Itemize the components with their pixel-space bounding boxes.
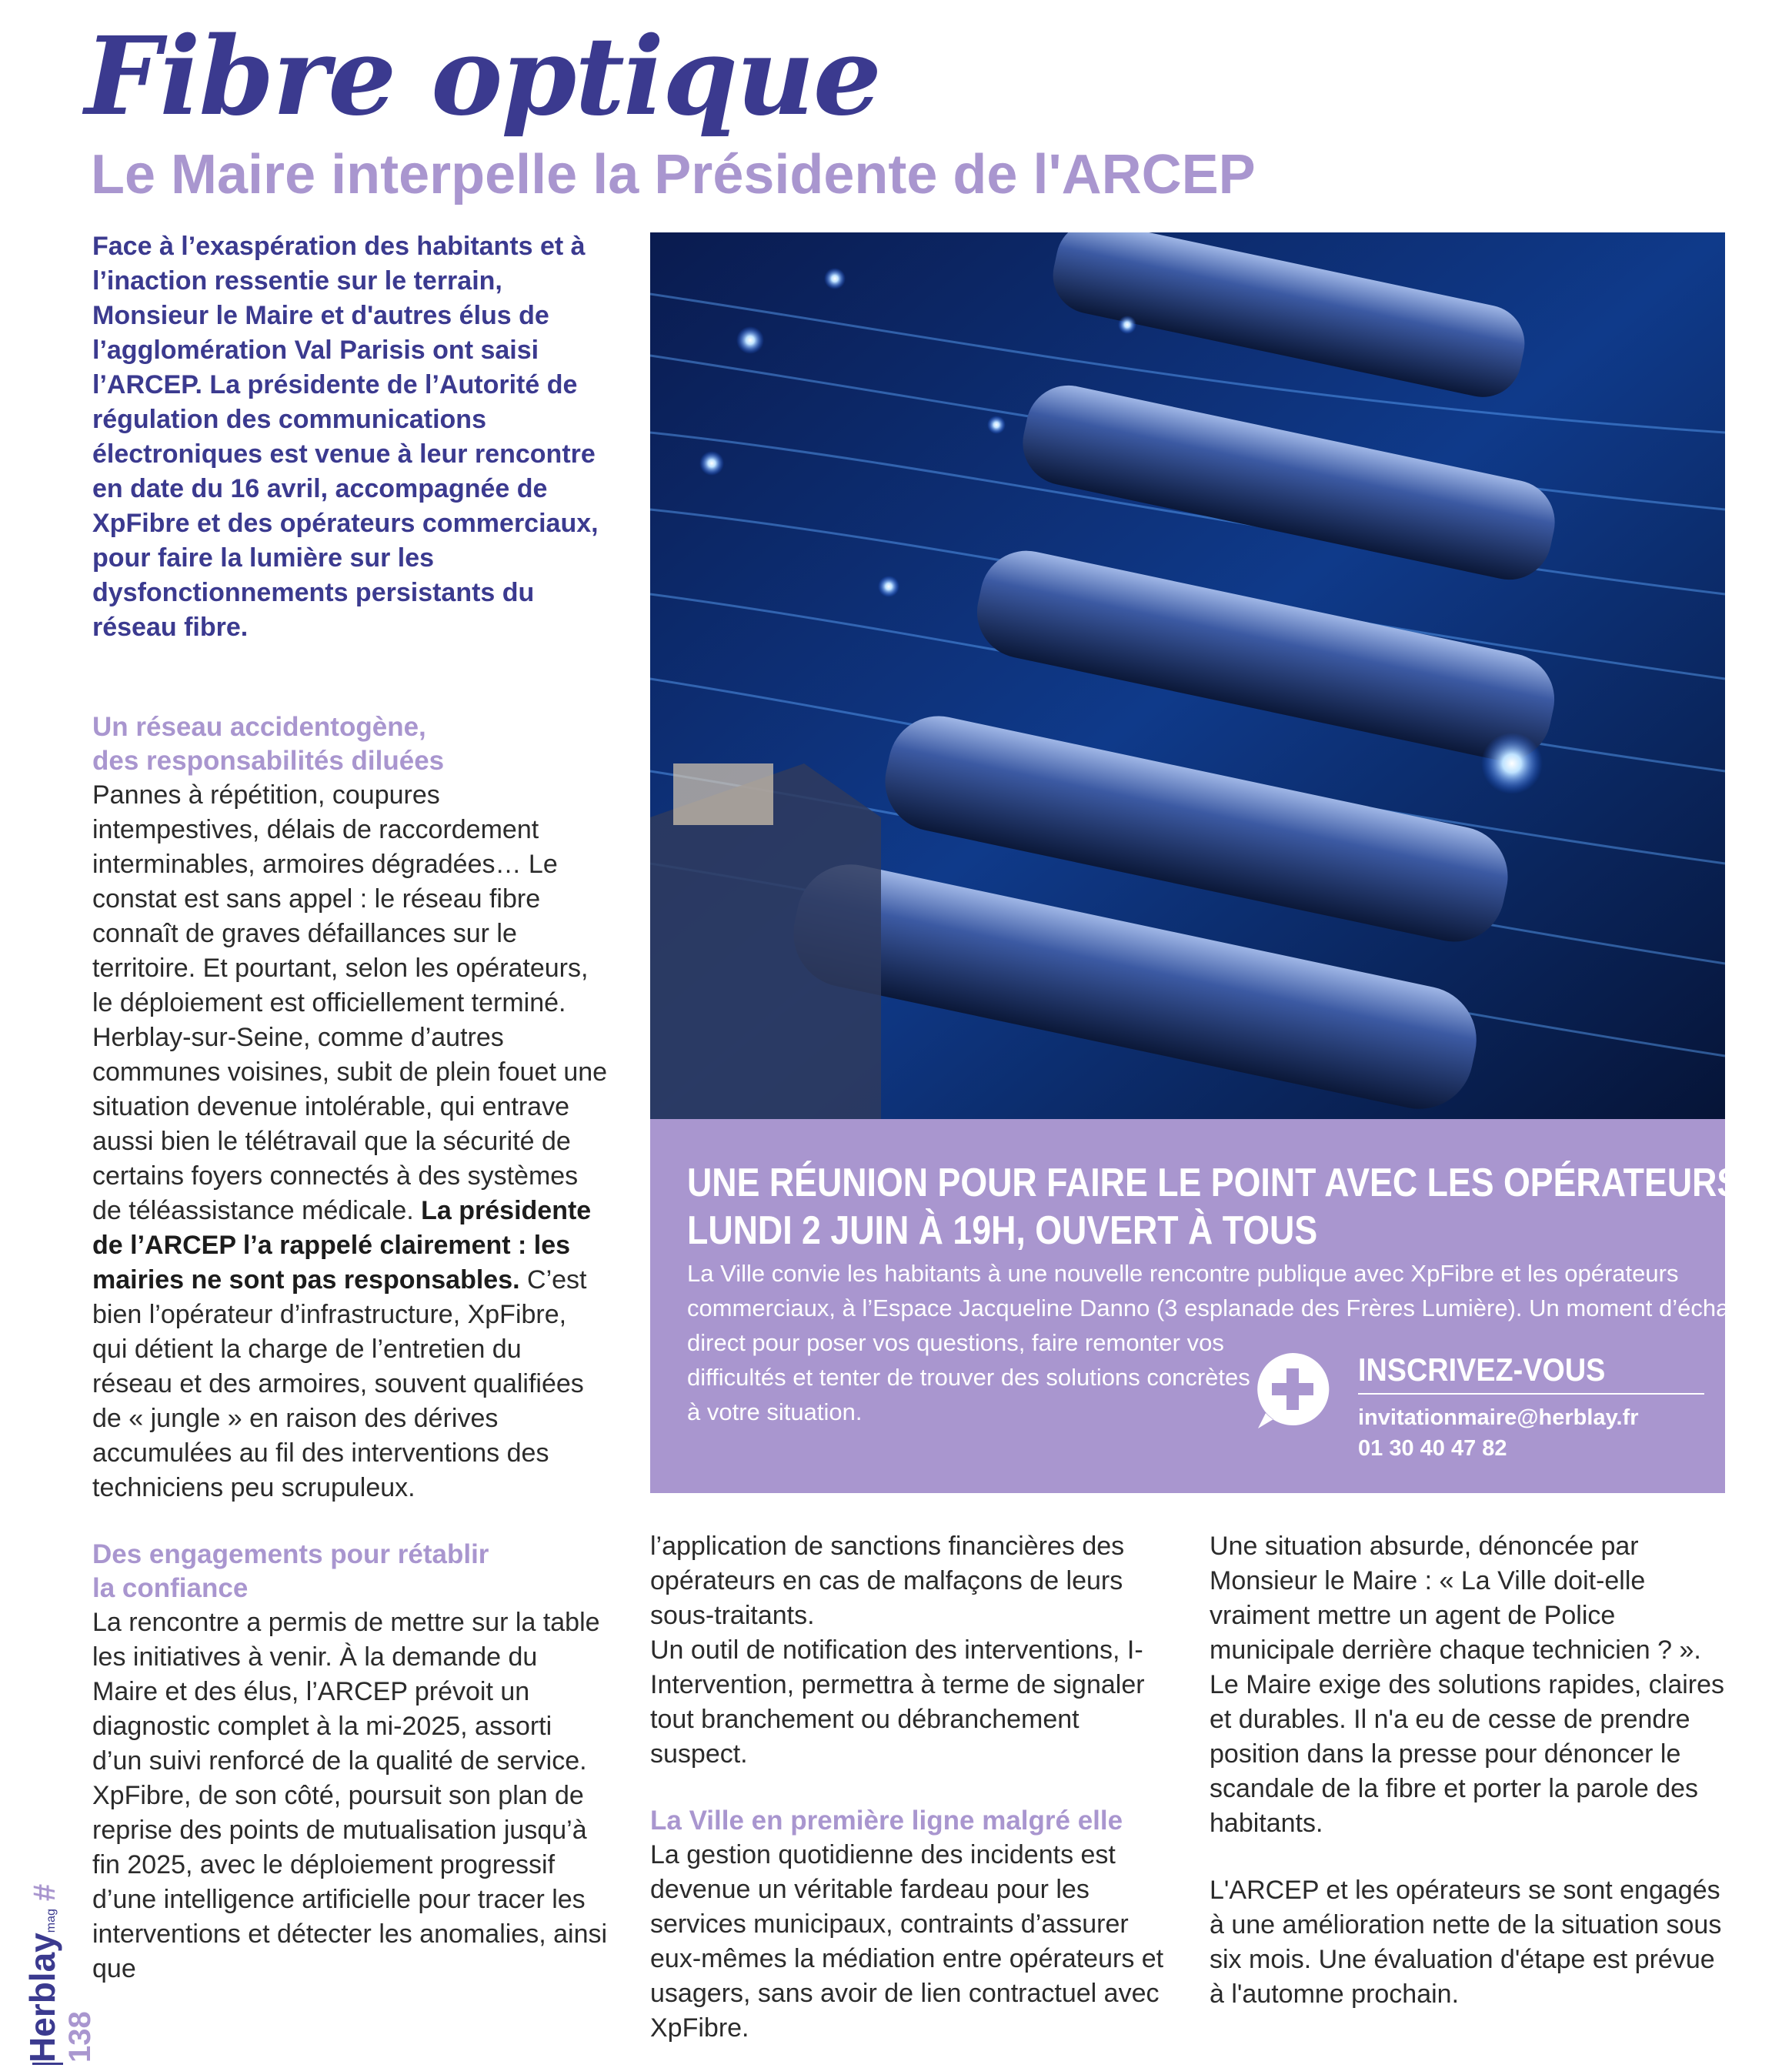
section-body-engagements: La rencontre a permis de mettre sur la table les initiatives à venir. À la demande du Maire et des élus, l’ARCEP prévoit un diagnostic complet à la mi-2025, assorti d’un suivi renforcé de la qualité de service. XpFibre, de son côté, poursuit son plan de reprise des points de mutualisation jusqu’à fin 2025, avec le déploiement progressif d’une intelligence artificielle pour tracer les interventions et détecter les anomalies, ainsi que	[92, 1608, 608, 1983]
brand-sub: mag	[45, 1909, 58, 1933]
body-text-situation: Une situation absurde, dénoncée par Monsieur le Maire : « La Ville doit-elle vraiment mettre un agent de Police municipale derrière chaque technicien ? ». Le Maire exige des solutions rapides, claires et durables. Il n'a eu de cesse de prendre position dans la presse pour dénoncer le scandale de la fibre et porter la parole des habitants.	[1210, 1532, 1725, 1838]
page-title: Fibre optique	[85, 14, 880, 140]
signup-email-link[interactable]: invitationmaire@herblay.fr	[1358, 1405, 1639, 1430]
divider	[1358, 1393, 1704, 1395]
signup-block	[1358, 1350, 1704, 1464]
section-heading-engagements	[92, 1538, 608, 1605]
event-text-line: difficultés et tenter de trouver des solutions concrètes	[687, 1364, 1250, 1391]
event-text-line: commerciaux, à l’Espace Jacqueline Danno (3 esplanade des Frères Lumière). Un moment d’échange	[687, 1295, 1770, 1321]
event-text-line: direct pour poser vos questions, faire remonter vos	[687, 1329, 1224, 1356]
event-box	[650, 1119, 1770, 1493]
section-body-reseau	[92, 778, 608, 1505]
bold-statement: La présidente de l’ARCEP l’a rappelé clairement : les mairies ne sont pas responsables.	[92, 1196, 592, 1295]
signup-phone: 01 30 40 47 82	[1358, 1436, 1507, 1461]
brand-name: Herblay	[22, 1933, 62, 2063]
issue-number: # 138	[28, 1883, 97, 2063]
section-heading-reseau	[92, 710, 608, 778]
event-text-line: La Ville convie les habitants à une nouvelle rencontre publique avec XpFibre et les opérateurs	[687, 1260, 1679, 1287]
heading-line: des responsabilités diluées	[92, 746, 445, 776]
divider	[32, 2063, 63, 2065]
fiber-optic-photo	[650, 232, 1725, 1119]
intro-paragraph: Face à l’exaspération des habitants et à l’inaction ressentie sur le terrain, Monsieur le Maire et d'autres élus de l’agglomération Val Parisis ont saisi l’ARCEP. La présidente de l’Autorité de régulation des communications électroniques est venue à leur rencontre en date du 16 avril, accompagnée de XpFibre et des opérateurs commerciaux, pour faire la lumière sur les dysfonctionnements persistants du réseau fibre.	[92, 232, 599, 642]
heading-line: la confiance	[92, 1573, 249, 1603]
page-subtitle: Le Maire interpelle la Présidente de l'ARCEP	[91, 144, 1256, 205]
plus-icon	[1250, 1347, 1335, 1432]
middle-column	[650, 1529, 1166, 2046]
body-text: C’est bien l’opérateur d’infrastructure, XpFibre, qui détient la charge de l’entretien du réseau et des armoires, souvent qualifiées de « jungle » en raison des dérives accumulées au fil des interventions des techniciens peu scrupuleux.	[92, 1265, 587, 1502]
left-column	[92, 229, 608, 1986]
heading-line: Des engagements pour rétablir	[92, 1539, 489, 1569]
event-title-line: UNE RÉUNION POUR FAIRE LE POINT AVEC LES OPÉRATEURS	[687, 1161, 1740, 1205]
body-text-continuation: l’application de sanctions financières des opérateurs en cas de malfaçons de leurs sous-traitants.	[650, 1532, 1125, 1630]
section-body-ville: La gestion quotidienne des incidents est devenue un véritable fardeau pour les services municipaux, contraints d’assurer eux-mêmes la médiation entre opérateurs et usagers, sans avoir de lien contractuel avec XpFibre.	[650, 1840, 1164, 2043]
event-title	[687, 1159, 1740, 1254]
body-text-engagement: L'ARCEP et les opérateurs se sont engagés à une amélioration nette de la situation sous six mois. Une évaluation d'étape est prévue à l'automne prochain.	[1210, 1876, 1722, 2009]
event-text-line: à votre situation.	[687, 1398, 863, 1425]
signup-title: INSCRIVEZ-VOUS	[1358, 1351, 1606, 1388]
section-heading-ville: La Ville en première ligne malgré elle	[650, 1806, 1123, 1836]
event-title-line: LUNDI 2 JUIN À 19H, OUVERT À TOUS	[687, 1208, 1318, 1253]
magazine-brand	[22, 1847, 97, 2063]
heading-line: Un réseau accidentogène,	[92, 712, 426, 742]
right-column	[1210, 1529, 1725, 2012]
body-text-tool: Un outil de notification des interventions, I-Intervention, permettra à terme de signaler tout branchement ou débranchement suspect.	[650, 1635, 1145, 1769]
body-text: Pannes à répétition, coupures intempestives, délais de raccordement interminables, armoires dégradées… Le constat est sans appel : le réseau fibre connaît de graves défaillances sur le territoire. Et pourtant, selon les opérateurs, le déploiement est officiellement terminé. Herblay-sur-Seine, comme d’autres communes voisines, subit de plein fouet une situation devenue intolérable, qui entrave aussi bien le télétravail que la sécurité de certains foyers connectés à des systèmes de téléassistance médicale.	[92, 780, 608, 1225]
